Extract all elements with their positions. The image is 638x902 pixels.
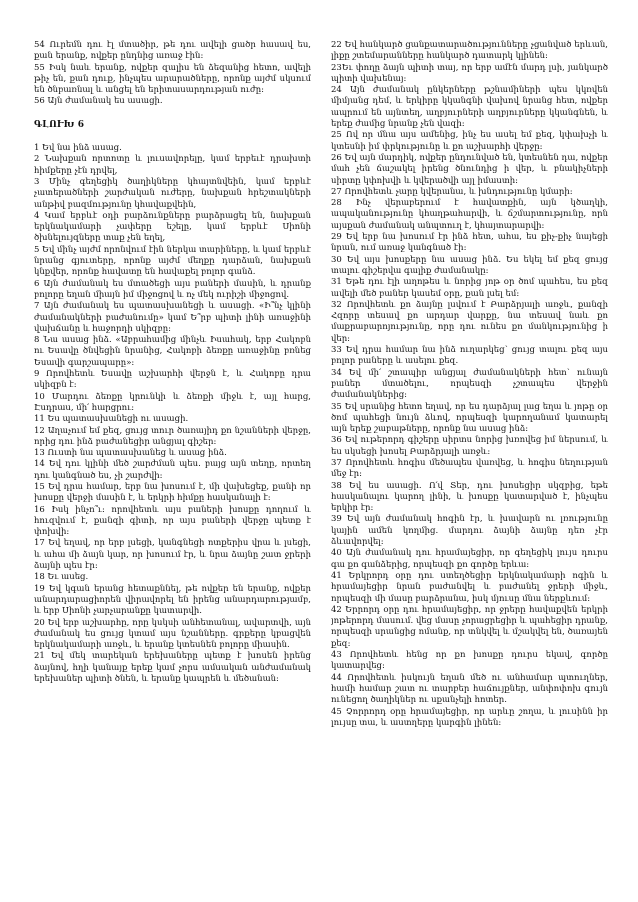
verse: 35 Եվ սրանից հետո եղավ, որ ես դարձյալ լաց եղա և յոթը օր ծոմ պահեցի նույն ձևով, որպեսզի կարողանամ կատարել այն երեք շաբաթները, որոնք նա ասաց ինձ: <box>331 401 608 435</box>
verse: 41 Երկրորդ օրը դու ստեղծեցիր երկնակամարի ոգին և հրամայեցիր նրան բաժանվել և բաժանել ջրերի միջև, որպեսզի մի մասը բարձրանա, իսկ մյուսը մնա ներքևում: <box>331 570 608 604</box>
two-column-layout <box>34 40 608 890</box>
verse: 55 Իսկ նաև երանք, ովքեր զալիս են ձեզանից հետո, ավելի թիչ են, քան դուք, ինչպես արարածները, որոնք այժմ սկսում են ծնբառնալ և անցել են երիտասարդության ուժը: <box>34 62 311 96</box>
verse: 5 Եվ մինչ այժմ որոնվում էին ներկա տարիները, և կամ երբևէ նրանց գյուտերը, որոնք այժմ մեղքը դարձան, նախքան կնքվեր, որոնք հավատը են հավաքել բոլոր գանձ. <box>34 244 311 278</box>
verse: 43 Որովհետև հենց որ քո խոսքը դուրս եկավ, գործը կատարվեց: <box>331 650 608 672</box>
verse: 30 Եվ այս խոսքերը նա ասաց ինձ. Ես եկել եմ քեզ ցույց տալու գիշերվա գալիք ժամանակը: <box>331 254 608 276</box>
right-column <box>331 40 608 890</box>
right-verses <box>331 40 608 729</box>
verse: 19 Եվ կգան երանց հետաքննել, թե ովքեր են երանք, ովքեր անարդարացիորեն վիրավորել են իրենց անարդարությամբ, և երբ Սիոնի չարչարանքը կատարվի. <box>34 583 311 617</box>
verse: 20 Եվ երբ աշխարհը, որը կսկսի անհետանալ, ավարտվի, այն ժամանակ ես ցույց կտամ այս նշանները. գրքերը կբացվեն երկնակամարի առջև, և երանք կտեսնեն բոլորը միասին. <box>34 617 311 651</box>
left-column <box>34 40 311 890</box>
verse: 32 Որովհետև քո ձայնը լսվում է Բարձրյալի առջև, քանզի Հզորը տեսավ քո արդար վարքը, նա տեսավ նաև քո մաքրաբարոյությունը, որը դու ունես քո մանկությունից ի վեր: <box>331 299 608 344</box>
verse: 21 Եվ մեկ տարեկան երեխաները պետք է խոսեն իրենց ձայնով, հղի կանայք երեք կամ չորս ամսական անժամանակ երեխաներ պիտի ծնեն, և երանք կապրեն և մեծանան: <box>34 651 311 685</box>
verse: 29 Եվ երբ նա խոսում էր ինձ հետ, ահա, ես քիչ-քիչ նայեցի նրան, ում առաջ կանգնած էի: <box>331 232 608 254</box>
verse: 36 Եվ ութերորդ գիշերը սիրտս նորից խռովեց իմ ներսում, և ես սկսեցի խոսել Բարձրյալի առջև: <box>331 435 608 457</box>
verse: 26 Եվ այն մարդիկ, ովքեր ընդունված են, կտեսնեն դա, ովքեր մահ չեն ճաշակել իրենց ծնունդից ի վեր, և բնակիչների սիրտը կփոխվի և կվերածվի այլ իմաստի: <box>331 152 608 186</box>
verse: 9 Որովհետև Եսավը աշխարհի վերջն է, և Հակոբը դրա սկիզբն է: <box>34 369 311 391</box>
chapter-heading: ԳԼՈՒԽ 6 <box>34 119 85 130</box>
verse: 54 Ուրեմն դու էլ մտածիր, թե դու ավելի ցածր հասավ ես, քան երանք, ովքեր ընդնից առաջ էին: <box>34 40 311 62</box>
verse: 15 Եվ դրա համար, երբ նա խոսում է, մի վախեցեք, քանի որ խոսքը վերջի մասին է, և երկրի հիմքը հասկանալի է: <box>34 481 311 504</box>
verse: 17 Եվ եղավ, որ երբ լսեցի, կանգնեցի ոտքերիս վրա և լսեցի, և ահա մի ձայն կար, որ խոսում էր, և նրա ձայնը շատ ջրերի ձայնի պես էր: <box>34 538 311 572</box>
verse: 12 Աղաչում եմ քեզ, ցույց տուր ծառայիդ քո նշանների վերջը, որից դու ինձ բաժանեցիր անցյալ գիշեր: <box>34 425 311 447</box>
verse: 38 Եվ ես ասացի. Ո՛վ Տեր, դու խոսեցիր սկզբից, եթե հասկանալու կարող լինի, և խոսքը կատարված է, ինչպես երկիր էր: <box>331 480 608 514</box>
verse: 16 Իսկ ինչո՞ւ: որովհետև այս բաների խոսքը դողում և հուզվում է, քանզի գիտի, որ այս բաների վերջը պետք է փոխվի: <box>34 504 311 538</box>
intro-verses <box>34 40 311 108</box>
verse: 56 Այն ժամանակ ես ասացի. <box>34 96 163 107</box>
verse: 7 Այն ժամանակ ես պատասխանեցի և ասացի. «Ի՞նչ կլինի ժամանակների բաժանումը» կամ Ե՞րբ պիտի լինի առաջինի վախճանը և հաջորդի սկիզբը: <box>34 301 311 334</box>
verse: 4 Կամ երբևէ օդի բարձունքները բարձրացել են, նախքան երկնակամարի չափերը եշելը, կամ երբևէ Սիոնի ծխնելույզները տաք չեն եղել, <box>34 210 311 244</box>
verse: 10 Մարդու ձեռքը կրունկի և ձեռքի միջև է, այլ հարց, Էսդրաս, մի՛ հարցրու: <box>34 391 311 413</box>
verse: 25 Ով որ մնա այս ամենից, ինչ ես ասել եմ քեզ, կփախչի և կտեսնի իմ փրկությունը և քո աշխարհի վերջը: <box>331 130 608 152</box>
verse: 37 Որովհետև հոգիս մեծապես վառվեց, և հոգիս նեղության մեջ էր: <box>331 457 608 480</box>
verse: 18 Եւ ասեց. <box>34 572 89 583</box>
verse: 11 Ես պատասխանեցի ու ասացի. <box>34 414 189 425</box>
verse: 44 Որովհետև իսկույն եղան մեծ ու անհամար պտուղներ, համի համար շատ ու տարբեր հաճույքներ, անփոփոխ գույն ունեցող ծաղիկներ ու սքանչելի հոտեր. <box>331 672 608 706</box>
verse: 34 Եվ մի՛ շտապիր անցյալ ժամանակների հետ՝ ունայն բաներ մտածելու, որպեսզի չշտապես վերջին ժամանակներից: <box>331 367 608 401</box>
verse: 40 Այն ժամանակ դու հրամայեցիր, որ գեղեցիկ լույս դուրս գա քո գանձերից, որպեսզի քո գործը երևա։ <box>331 548 608 570</box>
verse: 2 Նախքան որտոտը և լուսավորելը, կամ երբեւէ դրախտի հիմքերը չէն դրվել, <box>34 154 311 176</box>
verse: 31 Եթե դու էլի աղոթես և նորից յոթ օր ծոմ պահես, ես քեզ ավելի մեծ բաներ կասեմ օրը, քան լսել եմ: <box>331 277 608 299</box>
verse: 24 Այն ժամանակ ընկերները թշնամիների պես կկռվեն միմյանց դեմ, և երկիրը կկանգնի վախով նրանց հետ, ովքեր ապրում են այնտեղ, աղբյուրների աղբյուրները կկանգնեն, և երեք ժամից նրանք չեն վազի: <box>331 85 608 130</box>
chapter-verses <box>34 143 311 685</box>
verse: 22 Եվ հանկարծ ցանքատարածությունները չցանված երևան, լիքը շտեմարանները հանկարծ դատարկ կլինեն։ <box>331 40 608 62</box>
verse: 14 Եվ դու կլինի մեծ շարժման պես. բայց այն տեղը, որտեղ դու կանգնած ես, չի շարժվի: <box>34 459 311 481</box>
verse: 39 Եվ այն ժամանակ հոգին էր, և խավարն ու լռությունը կային ամեն կողմից. մարդու ձայնի ձայնը դեռ չէր ձևավորվել: <box>331 514 608 548</box>
verse: 23Եւ փողը ձայն պիտի տայ, որ երբ ամէն մարդ լսի, յանկարծ պիտի վախենայ: <box>331 62 608 84</box>
verse: 6 Այն ժամանակ ես մտածեցի այս բաների մասին, և դրանք բոլորը եղան միայն իմ միջոցով և ոչ մեկ ուրիշի միջոցով. <box>34 278 311 300</box>
verse: 27 Որովհետև չարը կվերանա, և խնդությունը կմարի: <box>331 186 573 197</box>
verse: 13 Ուստի նա պատասխանեց և ասաց ինձ. <box>34 448 227 459</box>
verse: 42 Երրորդ օրը դու հրամայեցիր, որ ջրերը հավաքվեն երկրի յոթերորդ մասում. վեց մասը չորացրեցիր և պահեցիր դրանք, որպեսզի սրանցից ոմանք, որ տնկվել և մշակվել են, ծառայեն քեզ: <box>331 604 608 649</box>
verse: 33 Եվ դրա համար նա ինձ ուղարկեց՝ ցույց տալու քեզ այս բոլոր բաները և ասելու քեզ. <box>331 345 608 367</box>
verse: 28 Ինչ վերաբերում է հավատքին, այն կծաղկի, ապականությունը կհաղթահարվի, և ճշմարտությունը, որն այսքան ժամանակ անպտուղ է, կհայտարարվի: <box>331 198 608 231</box>
verse: 3 Մինչ գեղեցիկ ծաղիկները կհայտնվեին, կամ երբևէ չատերածների շարժական ուժերը, նախքան հրեշտակների անթիվ բազմությունը կհավաքվեին, <box>34 176 311 210</box>
verse: 8 Նա ասաց ինձ. «Աբրահամից մինչև Իսահակ, երբ Հակոբն ու Եսավը ծնվեցին նրանից, Հակոբի ձեռքը առաջինը բռնեց Եսավի գարշապարը»: <box>34 335 311 368</box>
verse: 1 Եվ նա ինձ ասաց. <box>34 143 122 154</box>
verse: 45 Չորրորդ օրը հրամայեցիր, որ արևը շողա, և լուսինն իր լույսը տա, և աստղերը կարգին լինեն: <box>331 706 608 728</box>
